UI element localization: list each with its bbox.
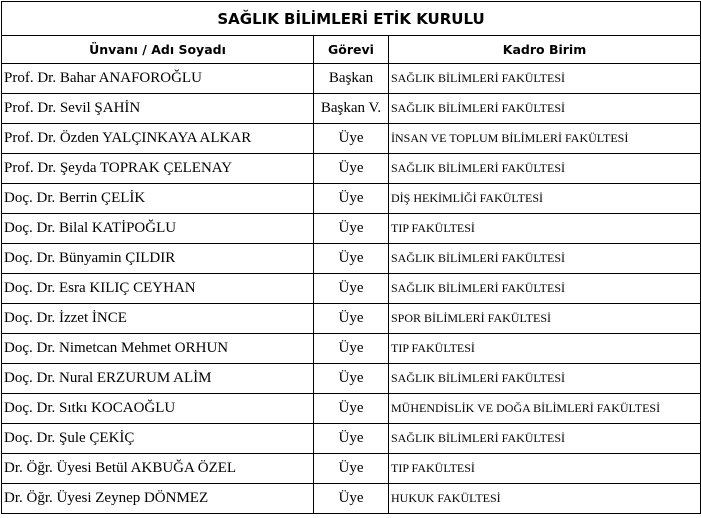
member-name: Doç. Dr. İzzet İNCE [2,304,314,334]
member-role: Üye [314,364,389,394]
member-role: Üye [314,334,389,364]
member-unit: İNSAN VE TOPLUM BİLİMLERİ FAKÜLTESİ [389,124,701,154]
member-unit: DİŞ HEKİMLİĞİ FAKÜLTESİ [389,184,701,214]
member-name: Dr. Öğr. Üyesi Zeynep DÖNMEZ [2,484,314,514]
member-name: Doç. Dr. Sıtkı KOCAOĞLU [2,394,314,424]
table-row [2,184,701,214]
member-name: Doç. Dr. Bünyamin ÇILDIR [2,244,314,274]
member-unit: SAĞLIK BİLİMLERİ FAKÜLTESİ [389,244,701,274]
table-row [2,484,701,514]
table-row [2,304,701,334]
member-unit: SAĞLIK BİLİMLERİ FAKÜLTESİ [389,154,701,184]
member-name: Doç. Dr. Berrin ÇELİK [2,184,314,214]
member-role: Üye [314,124,389,154]
member-name: Doç. Dr. Nural ERZURUM ALİM [2,364,314,394]
member-name: Doç. Dr. Esra KILIÇ CEYHAN [2,274,314,304]
member-unit: TIP FAKÜLTESİ [389,334,701,364]
table-row [2,274,701,304]
table-row [2,244,701,274]
table-row [2,64,701,94]
header-unit: Kadro Birim [389,36,701,64]
header-name: Ünvanı / Adı Soyadı [2,36,314,64]
member-role: Üye [314,214,389,244]
member-name: Doç. Dr. Nimetcan Mehmet ORHUN [2,334,314,364]
member-role: Üye [314,274,389,304]
member-role: Başkan V. [314,94,389,124]
member-name: Doç. Dr. Bilal KATİPOĞLU [2,214,314,244]
member-role: Üye [314,244,389,274]
member-name: Prof. Dr. Bahar ANAFOROĞLU [2,64,314,94]
member-unit: SAĞLIK BİLİMLERİ FAKÜLTESİ [389,94,701,124]
table-row [2,94,701,124]
member-unit: SPOR BİLİMLERİ FAKÜLTESİ [389,304,701,334]
member-unit: HUKUK FAKÜLTESİ [389,484,701,514]
table-row [2,454,701,484]
member-role: Üye [314,304,389,334]
member-name: Dr. Öğr. Üyesi Betül AKBUĞA ÖZEL [2,454,314,484]
table-row [2,124,701,154]
member-unit: TIP FAKÜLTESİ [389,454,701,484]
member-role: Üye [314,454,389,484]
ethics-committee-table [1,1,701,514]
table-title: SAĞLIK BİLİMLERİ ETİK KURULU [2,2,701,36]
member-role: Üye [314,154,389,184]
member-unit: SAĞLIK BİLİMLERİ FAKÜLTESİ [389,424,701,454]
table-row [2,214,701,244]
member-unit: SAĞLIK BİLİMLERİ FAKÜLTESİ [389,274,701,304]
table-row [2,394,701,424]
member-unit: SAĞLIK BİLİMLERİ FAKÜLTESİ [389,64,701,94]
member-role: Üye [314,394,389,424]
member-unit: MÜHENDİSLİK VE DOĞA BİLİMLERİ FAKÜLTESİ [389,394,701,424]
member-name: Prof. Dr. Şeyda TOPRAK ÇELENAY [2,154,314,184]
member-name: Doç. Dr. Şule ÇEKİÇ [2,424,314,454]
member-unit: TIP FAKÜLTESİ [389,214,701,244]
header-role: Görevi [314,36,389,64]
member-role: Üye [314,424,389,454]
member-name: Prof. Dr. Sevil ŞAHİN [2,94,314,124]
member-unit: SAĞLIK BİLİMLERİ FAKÜLTESİ [389,364,701,394]
member-name: Prof. Dr. Özden YALÇINKAYA ALKAR [2,124,314,154]
member-role: Üye [314,484,389,514]
member-role: Üye [314,184,389,214]
table-row [2,424,701,454]
table-row [2,154,701,184]
table-row [2,334,701,364]
member-role: Başkan [314,64,389,94]
table-row [2,364,701,394]
